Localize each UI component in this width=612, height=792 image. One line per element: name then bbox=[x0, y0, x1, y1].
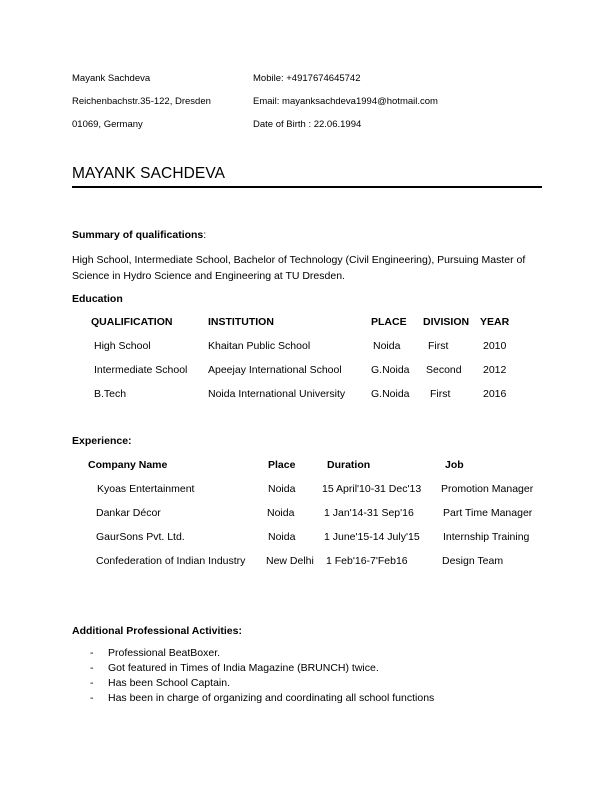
experience-cell-company: Dankar Décor bbox=[96, 507, 161, 519]
experience-cell-duration: 1 June'15-14 July'15 bbox=[324, 531, 420, 543]
contact-city: 01069, Germany bbox=[72, 119, 143, 130]
education-header-qualification: QUALIFICATION bbox=[91, 316, 173, 328]
experience-cell-company: GaurSons Pvt. Ltd. bbox=[96, 531, 185, 543]
contact-street: Reichenbachstr.35-122, Dresden bbox=[72, 96, 211, 107]
education-cell-year: 2010 bbox=[483, 340, 507, 352]
experience-cell-job: Promotion Manager bbox=[441, 483, 534, 495]
experience-header-job: Job bbox=[445, 459, 464, 471]
education-heading: Education bbox=[72, 293, 123, 305]
title-divider bbox=[72, 186, 542, 188]
experience-cell-duration: 15 April'10-31 Dec'13 bbox=[322, 483, 422, 495]
summary-text: High School, Intermediate School, Bachelor of Technology (Civil Engineering), Pursuing Master of Science in Hydro Science and Engineering at TU Dresden. bbox=[72, 254, 526, 282]
education-cell-place: G.Noida bbox=[371, 364, 410, 376]
experience-cell-place: Noida bbox=[268, 531, 296, 543]
summary-heading-line bbox=[72, 230, 206, 241]
education-cell-division: First bbox=[428, 340, 449, 352]
activity-text: Got featured in Times of India Magazine (BRUNCH) twice. bbox=[108, 662, 379, 674]
bullet-dash: - bbox=[90, 647, 94, 659]
experience-cell-job: Internship Training bbox=[443, 531, 530, 543]
experience-cell-job: Design Team bbox=[442, 555, 504, 567]
contact-dob: Date of Birth : 22.06.1994 bbox=[253, 119, 362, 130]
summary-colon: : bbox=[203, 229, 207, 241]
bullet-dash: - bbox=[90, 677, 94, 689]
bullet-dash: - bbox=[90, 662, 94, 674]
activity-text: Has been School Captain. bbox=[108, 677, 230, 689]
experience-header-company: Company Name bbox=[88, 459, 168, 471]
experience-cell-company: Kyoas Entertainment bbox=[97, 483, 195, 495]
experience-header-duration: Duration bbox=[327, 459, 371, 471]
education-cell-place: G.Noida bbox=[371, 388, 410, 400]
activity-text: Has been in charge of organizing and coordinating all school functions bbox=[108, 692, 435, 704]
contact-email: Email: mayanksachdeva1994@hotmail.com bbox=[253, 96, 438, 107]
education-header-place: PLACE bbox=[371, 316, 407, 328]
contact-mobile: Mobile: +4917674645742 bbox=[253, 73, 361, 84]
resume-title: MAYANK SACHDEVA bbox=[72, 165, 226, 182]
experience-cell-place: Noida bbox=[268, 483, 296, 495]
experience-cell-job: Part Time Manager bbox=[443, 507, 533, 519]
education-cell-year: 2016 bbox=[483, 388, 507, 400]
education-cell-year: 2012 bbox=[483, 364, 507, 376]
education-cell-institution: Apeejay International School bbox=[208, 364, 342, 376]
education-cell-division: First bbox=[430, 388, 451, 400]
bullet-dash: - bbox=[90, 692, 94, 704]
experience-heading: Experience: bbox=[72, 435, 132, 447]
education-cell-institution: Khaitan Public School bbox=[208, 340, 311, 352]
education-header-year: YEAR bbox=[480, 316, 510, 328]
contact-name: Mayank Sachdeva bbox=[72, 73, 151, 84]
education-header-institution: INSTITUTION bbox=[208, 316, 274, 328]
experience-cell-place: New Delhi bbox=[266, 555, 314, 567]
education-cell-division: Second bbox=[426, 364, 462, 376]
experience-cell-duration: 1 Jan'14-31 Sep'16 bbox=[324, 507, 414, 519]
activity-text: Professional BeatBoxer. bbox=[108, 647, 221, 659]
experience-header-place: Place bbox=[268, 459, 296, 471]
activities-heading: Additional Professional Activities: bbox=[72, 625, 242, 637]
education-cell-qualification: Intermediate School bbox=[94, 364, 188, 376]
summary-heading: Summary of qualifications bbox=[72, 229, 204, 241]
education-cell-qualification: High School bbox=[94, 340, 151, 352]
education-cell-place: Noida bbox=[373, 340, 401, 352]
experience-cell-place: Noida bbox=[267, 507, 295, 519]
education-cell-institution: Noida International University bbox=[208, 388, 346, 400]
experience-cell-company: Confederation of Indian Industry bbox=[96, 555, 246, 567]
education-cell-qualification: B.Tech bbox=[94, 388, 127, 400]
experience-cell-duration: 1 Feb'16-7'Feb16 bbox=[326, 555, 408, 567]
education-header-division: DIVISION bbox=[423, 316, 470, 328]
